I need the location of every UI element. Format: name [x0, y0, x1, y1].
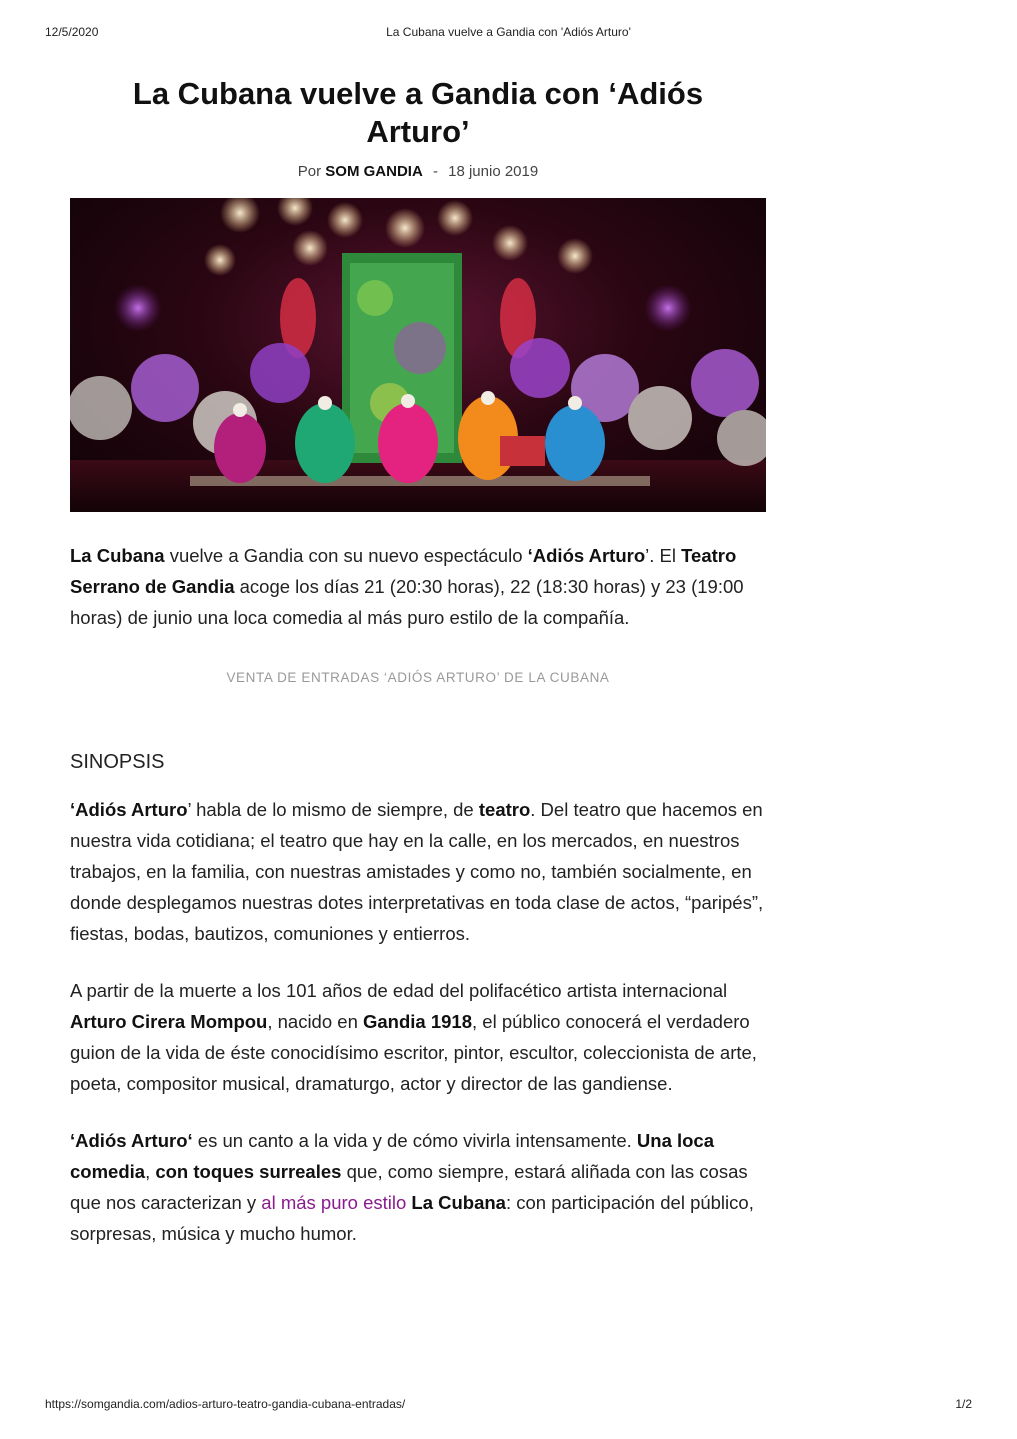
lead-paragraph — [70, 540, 766, 633]
hero-image — [70, 198, 766, 512]
lead-bold-company: La Cubana — [70, 545, 165, 566]
s2-text-3: , el público conocerá el verdadero guion de la vida de éste conocidísimo escritor, pintor, escultor, coleccionista de arte, poeta, compositor musical, dramaturgo, actor y director de las gandiense. — [70, 1011, 757, 1094]
print-page-number: 1/2 — [955, 1397, 972, 1411]
print-header — [45, 25, 972, 41]
synopsis-paragraph-1 — [70, 794, 766, 949]
article-title: La Cubana vuelve a Gandia con ‘Adiós Arturo’ — [132, 76, 704, 149]
byline — [70, 163, 766, 180]
print-footer — [45, 1397, 972, 1413]
lead-bold-show: ‘Adiós Arturo — [527, 545, 646, 566]
s1-bold-1: ‘Adiós Arturo — [70, 799, 188, 820]
print-doc-title: La Cubana vuelve a Gandia con 'Adiós Arturo' — [386, 25, 631, 39]
tickets-link[interactable]: VENTA DE ENTRADAS ‘ADIÓS ARTURO’ DE LA CUBANA — [226, 670, 610, 685]
s3-text-2: , — [145, 1161, 156, 1182]
byline-separator: - — [432, 163, 438, 180]
lead-text-3: acoge los días 21 (20:30 horas), 22 (18:30 horas) y 23 (19:00 horas) de junio una loca comedia al más puro estilo de la compañía. — [70, 576, 744, 628]
s1-text-1: ’ habla de lo mismo de siempre, de — [187, 799, 479, 820]
style-link-bold[interactable]: La Cubana — [411, 1192, 506, 1213]
byline-prefix: Por — [297, 163, 322, 180]
style-link[interactable] — [261, 1192, 506, 1213]
byline-date: 18 junio 2019 — [448, 163, 539, 180]
s1-bold-2: teatro — [478, 799, 531, 820]
stage-photo-illustration — [70, 198, 766, 512]
s3-text-3: que, como siempre, estará aliñada con las cosas que nos caracterizan y — [70, 1161, 748, 1213]
s3-bold-3: con toques surreales — [155, 1161, 342, 1182]
s1-text-2: . Del teatro que hacemos en nuestra vida cotidiana; el teatro que hay en la calle, en los mercados, en nuestros trabajos, en la familia, con nuestras amistades y como no, también socialmente, en donde desplegamos nuestras dotes interpretativas en toda clase de actos, “paripés”, fiestas, bodas, bautizos, comuniones y entierros. — [70, 799, 764, 944]
print-url: https://somgandia.com/adios-arturo-teatro-gandia-cubana-entradas/ — [45, 1397, 406, 1411]
synopsis-paragraph-2 — [70, 975, 766, 1099]
style-link-text[interactable]: al más puro estilo — [261, 1192, 412, 1213]
byline-author-link[interactable]: SOM GANDIA — [325, 163, 423, 180]
s2-bold-1: Arturo Cirera Mompou — [70, 1011, 268, 1032]
s2-text-1: A partir de la muerte a los 101 años de edad del polifacético artista internacional — [70, 980, 728, 1001]
synopsis-paragraph-3 — [70, 1125, 766, 1249]
s3-text-4: : con participación del público, sorpresas, música y mucho humor. — [70, 1192, 754, 1244]
print-date: 12/5/2020 — [45, 25, 99, 39]
article — [70, 75, 766, 1249]
s3-text-1: es un canto a la vida y de cómo vivirla intensamente. — [192, 1130, 637, 1151]
s3-bold-2: Una loca comedia — [70, 1130, 715, 1182]
lead-text-2: ’. El — [645, 545, 682, 566]
s3-bold-1: ‘Adiós Arturo‘ — [70, 1130, 193, 1151]
lead-text-1: vuelve a Gandia con su nuevo espectáculo — [164, 545, 528, 566]
lead-bold-theatre: Teatro Serrano de Gandia — [70, 545, 737, 597]
s2-bold-2: Gandia 1918 — [363, 1011, 473, 1032]
section-title-sinopsis: SINOPSIS — [70, 751, 165, 773]
s2-text-2: , nacido en — [267, 1011, 363, 1032]
